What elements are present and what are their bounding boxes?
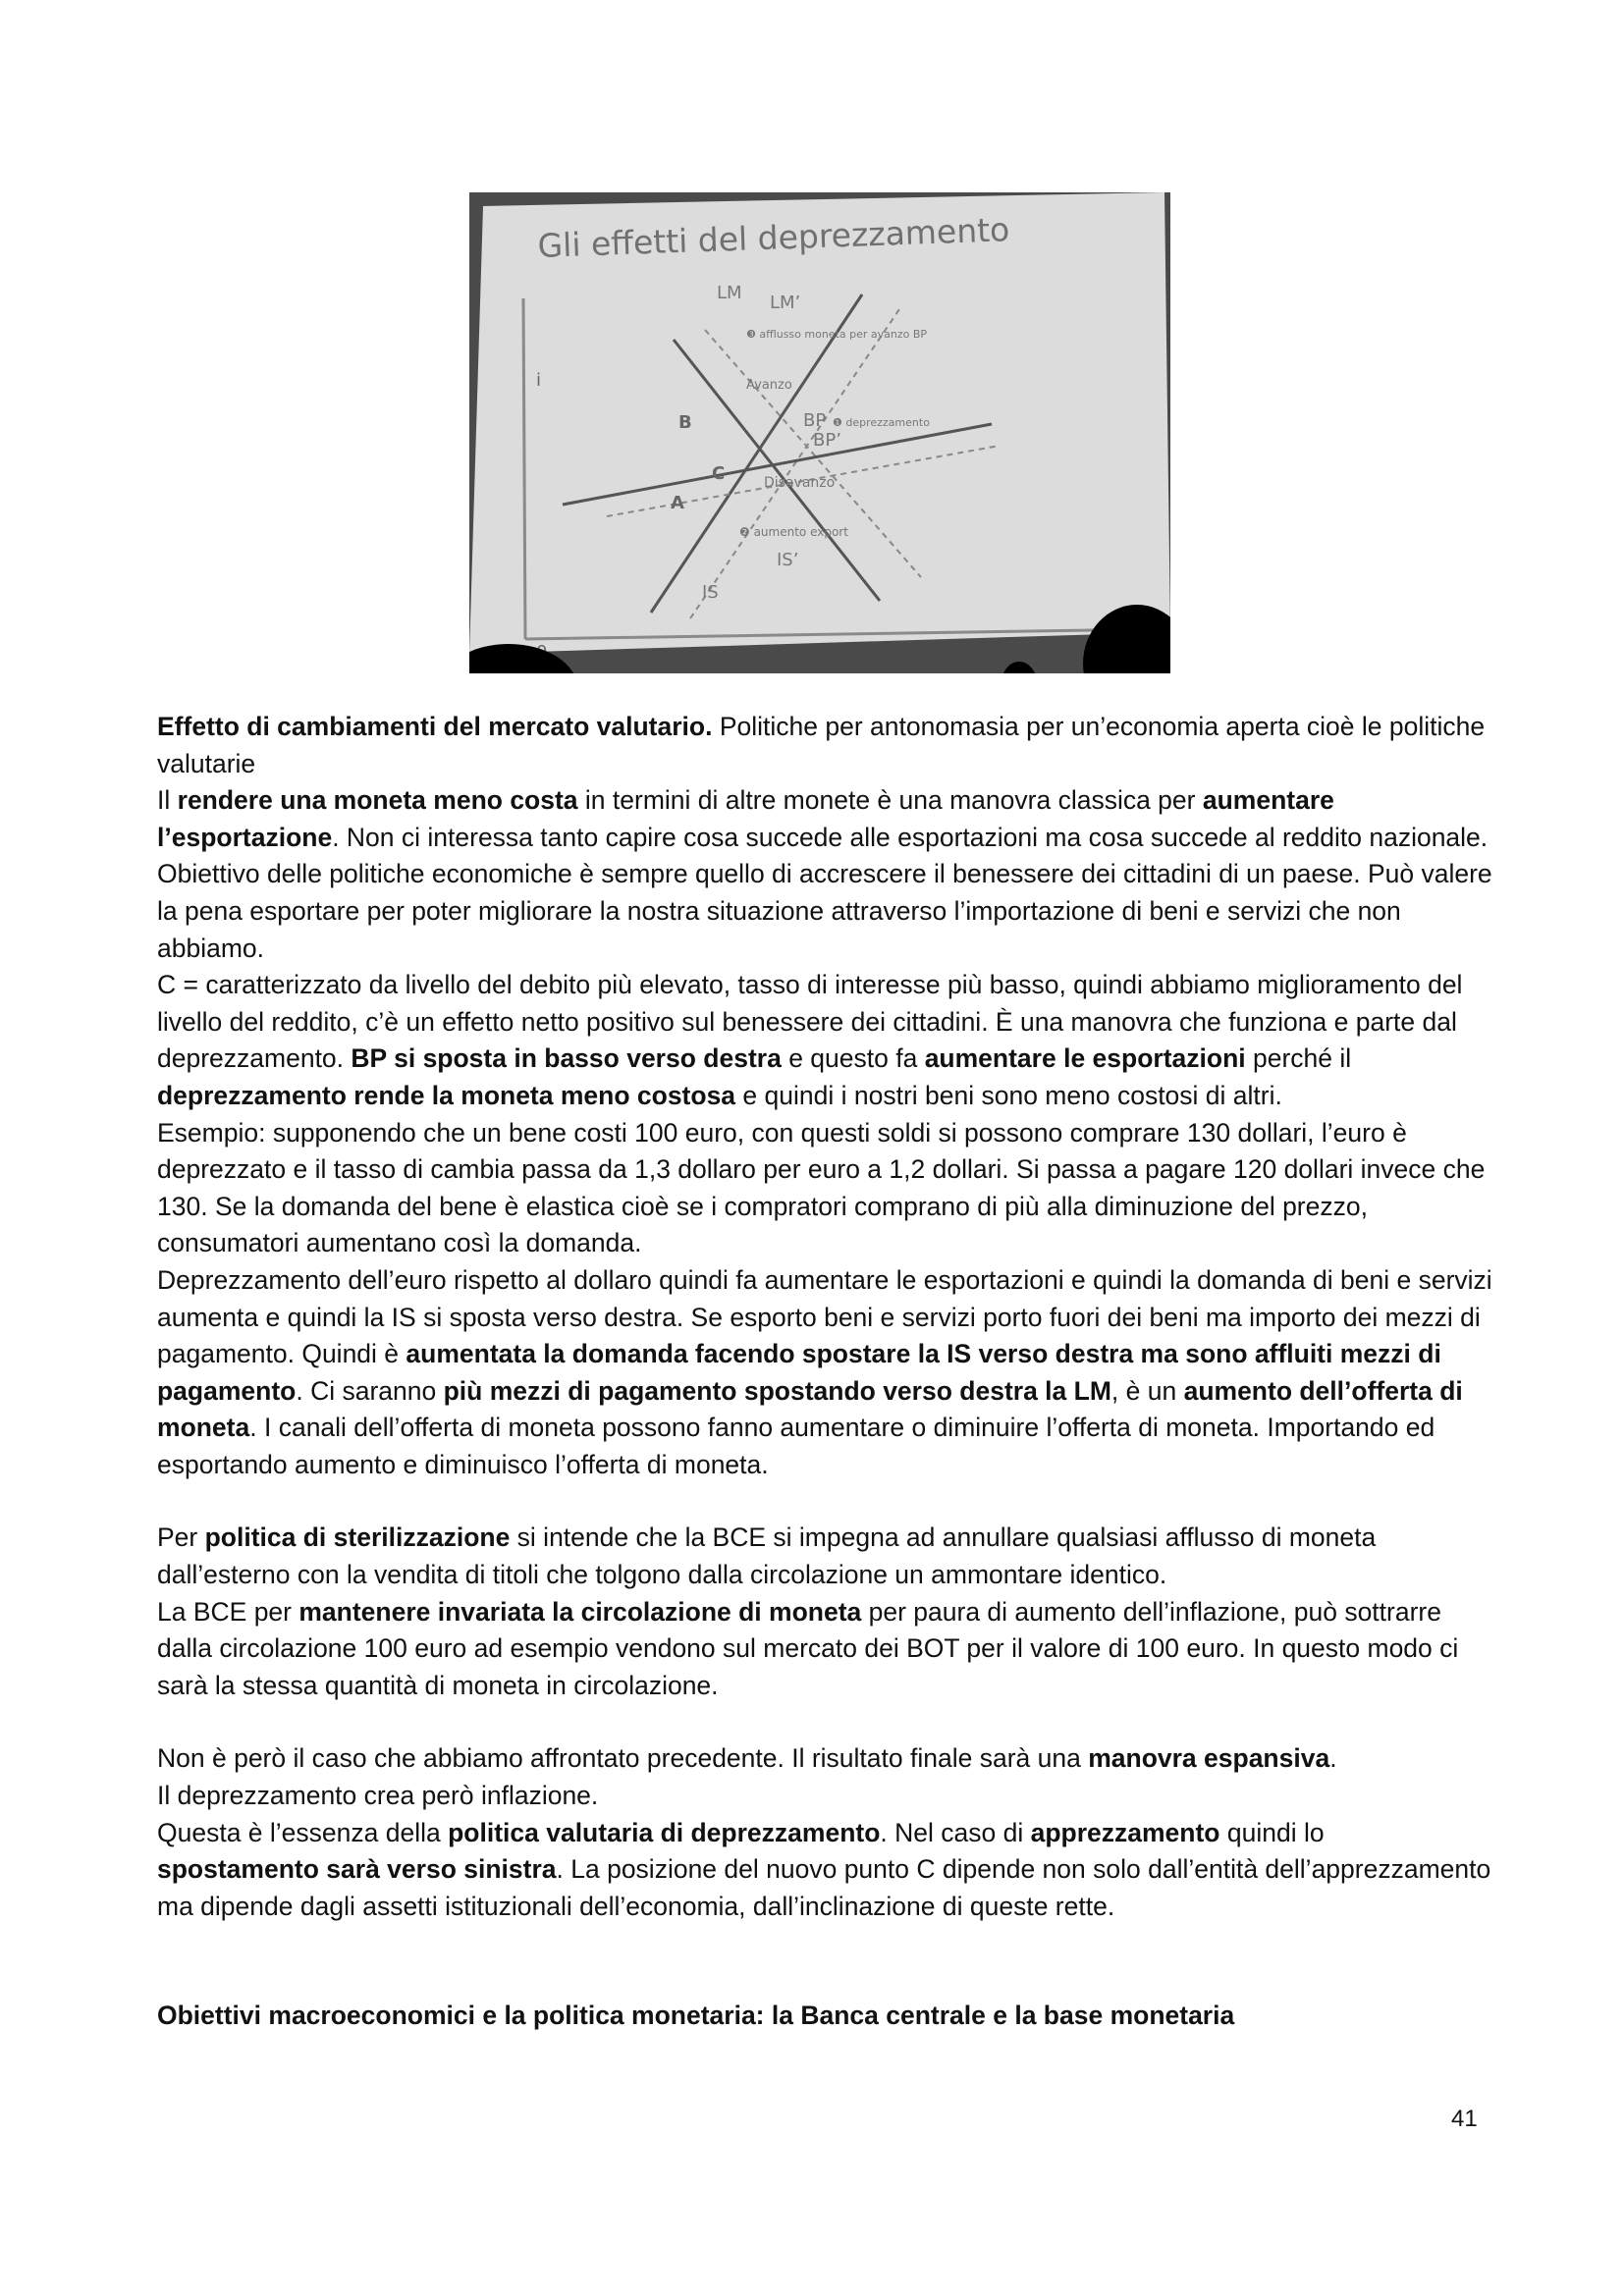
avanzo-label: Avanzo [746, 378, 792, 393]
text-run: e questo fa [781, 1043, 925, 1074]
paragraph [157, 1115, 1492, 1262]
bold-phrase: spostamento sarà verso sinistra [157, 1854, 557, 1885]
point-c-label: C [712, 463, 726, 484]
text-run: . [1329, 1743, 1337, 1774]
bold-phrase: manovra espansiva [1088, 1743, 1330, 1774]
text-run: perché il [1245, 1043, 1352, 1074]
bold-phrase: rendere una moneta meno costa [177, 785, 578, 816]
paragraph [157, 1262, 1492, 1484]
text-run: Il deprezzamento crea però inflazione. [157, 1781, 599, 1811]
point-a-label: A [671, 493, 684, 513]
bold-phrase: politica di sterilizzazione [204, 1522, 511, 1553]
bp-prime-label: BP’ [813, 430, 841, 451]
text-run: quindi lo [1219, 1817, 1325, 1847]
paragraph [157, 782, 1492, 967]
text-run: . I canali dell’offerta di moneta possono fanno aumentare o diminuire l’offerta di moneta. Importando ed esportando aumento e diminuisco l’offerta di moneta. [157, 1413, 1435, 1479]
text-run: in termini di altre monete è una manovra classica per [577, 785, 1203, 816]
text-run: Il [157, 785, 178, 816]
slide-title: Gli effetti del deprezzamento [536, 210, 1010, 265]
bold-phrase: politica valutaria di deprezzamento [448, 1817, 881, 1847]
bold-phrase: apprezzamento [1030, 1817, 1220, 1847]
is-label: IS [702, 582, 719, 603]
text-run: Questa è l’essenza della [157, 1817, 449, 1847]
text-run: . Nel caso di [880, 1817, 1031, 1847]
paragraph [157, 1815, 1492, 1926]
paragraph [157, 1740, 1492, 1778]
bold-phrase: aumentare le esportazioni [924, 1043, 1246, 1074]
text-run: Esempio: supponendo che un bene costi 100 euro, con questi soldi si possono comprare 130 dollari, l’euro è deprezzato e il tasso di cambia passa da 1,3 dollaro per euro a 1,2 dollari. Si passa a pagare 120 dollari invece che 130. Se la domanda del bene è elastica cioè se i compratori comprano di più alla diminuzione del prezzo, consumatori aumentano così la domanda. [157, 1117, 1486, 1258]
paragraph [157, 709, 1492, 782]
text-run: . Non ci interessa tanto capire cosa succede alle esportazioni ma cosa succede al reddito nazionale. Obiettivo delle politiche economiche è sempre quello di accrescere il benessere dei cittadini di un paese. Può valere la pena esportare per poter migliorare la nostra situazione attraverso l’importazione di beni e servizi che non abbiamo. [157, 822, 1492, 963]
section-heading [157, 1998, 1492, 2035]
text-run: Per [157, 1522, 205, 1553]
bold-phrase: aumentata la domanda facendo spostare la IS verso destra ma sono affluiti mezzi di pagamento [157, 1339, 1441, 1406]
text-run: si intende che la BCE si impegna ad annullare qualsiasi afflusso di moneta dall’esterno con la vendita di titoli che tolgono dalla circolazione un ammontare identico. [157, 1522, 1377, 1590]
y-axis [523, 298, 525, 639]
bp-label: BP [803, 410, 827, 431]
text-run: La BCE per [157, 1596, 299, 1627]
lm-prime-label: LM’ [770, 293, 801, 313]
text-run: , è un [1110, 1375, 1184, 1406]
bold-phrase: Effetto di cambiamenti del mercato valutario. [157, 712, 713, 741]
text-run: Non è però il caso che abbiamo affrontato precedente. Il risultato finale sarà una [157, 1743, 1089, 1774]
note-aumento-export: ❷ aumento export [739, 525, 848, 539]
heading-text: Obiettivi macroeconomici e la politica monetaria: la Banca centrale e la base monetaria [157, 2001, 1235, 2031]
bold-phrase: deprezzamento rende la moneta meno costosa [157, 1080, 736, 1110]
note-afflusso: ❸ afflusso moneta per avanzo BP [746, 328, 928, 341]
bold-phrase: aumento dell’offerta di moneta [157, 1375, 1463, 1443]
text-run: C = caratterizzato da livello del debito più elevato, tasso di interesse più basso, quindi abbiamo miglioramento del livello del reddito, c’è un effetto netto positivo sul benessere dei cittadini. È una manovra che funziona e parte dal deprezzamento. [157, 970, 1463, 1074]
paragraph [157, 967, 1492, 1114]
slide-diagram [469, 192, 1170, 673]
is-prime-label: IS’ [777, 550, 799, 570]
text-run: Deprezzamento dell’euro rispetto al dollaro quindi fa aumentare le esportazioni e quindi la domanda di beni e servizi aumenta e quindi la IS si sposta verso destra. Se esporto beni e servizi porto fuori dei beni ma importo dei mezzi di pagamento. Quindi è [157, 1264, 1492, 1369]
bold-phrase: mantenere invariata la circolazione di moneta [298, 1596, 862, 1627]
bold-phrase: BP si sposta in basso verso destra [351, 1043, 782, 1074]
body-text [157, 709, 1492, 2035]
y-axis-label: i [536, 370, 542, 391]
text-run: Politiche per antonomasia per un’economia aperta cioè le politiche valutarie [157, 712, 1486, 778]
point-b-label: B [678, 412, 692, 433]
text-run: e quindi i nostri beni sono meno costosi di altri. [735, 1080, 1282, 1110]
text-run: . Ci saranno [296, 1375, 444, 1406]
text-run: per paura di aumento dell’inflazione, può sottrarre dalla circolazione 100 euro ad esempio vendono sul mercato dei BOT per il valore di 100 euro. In questo modo ci sarà la stessa quantità di moneta in circolazione. [157, 1596, 1459, 1700]
audience-head-small [1001, 662, 1037, 673]
page-number: 41 [1451, 2106, 1478, 2132]
disavanzo-label: Disavanzo [764, 475, 836, 491]
lm-label: LM [717, 283, 742, 303]
bold-phrase: più mezzi di pagamento spostando verso destra la LM [443, 1375, 1111, 1406]
text-run: . La posizione del nuovo punto C dipende non solo dall’entità dell’apprezzamento ma dipende dagli assetti istituzionali dell’economia, dall’inclinazione di queste rette. [157, 1854, 1491, 1921]
paragraph [157, 1520, 1492, 1593]
bold-phrase: aumentare l’esportazione [157, 785, 1334, 852]
slide-photo [469, 192, 1170, 673]
paragraph [157, 1778, 1492, 1815]
paragraph [157, 1594, 1492, 1705]
note-deprezzamento: ❶ deprezzamento [833, 416, 930, 429]
